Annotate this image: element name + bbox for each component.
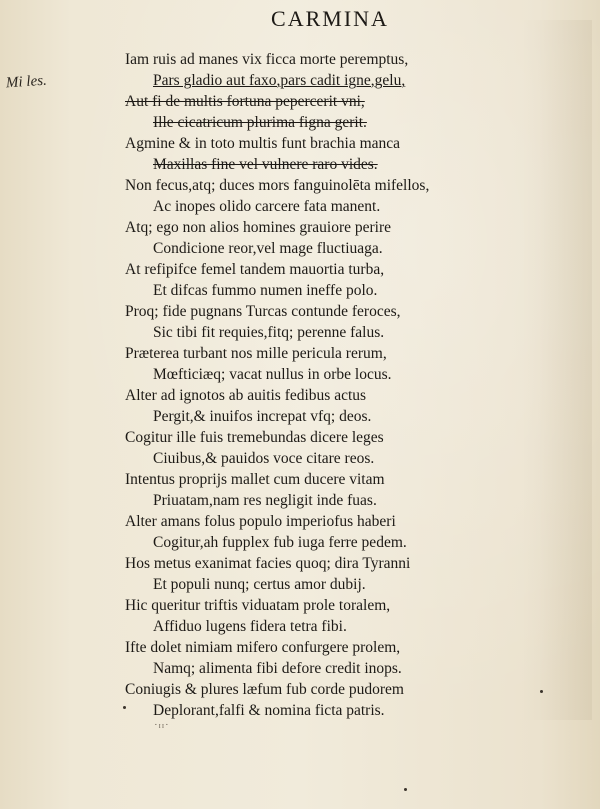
ink-dot	[404, 788, 407, 791]
verse-line: Priuatam,nam res negligit inde fuas.	[153, 492, 377, 509]
verse-line: Maxillas fine vel vulnere raro vides.	[153, 156, 378, 173]
verse-line: Sic tibi fit requies,fitq; perenne falus.	[153, 324, 385, 341]
verse-line: Condicione reor,vel mage fluctiuaga.	[153, 240, 383, 257]
verse-line: Intentus proprijs mallet cum ducere vitam	[125, 471, 385, 488]
verse-line: Alter ad ignotos ab auitis fedibus actus	[125, 387, 367, 404]
verse-line: Proq; fide pugnans Turcas contunde feroces,	[125, 303, 401, 320]
marginal-annotation: Mi les.	[5, 72, 48, 92]
verse-line: Ille cicatricum plurima figna gerit.	[153, 114, 367, 131]
verse-line: Alter amans folus populo imperiofus haberi	[125, 513, 396, 530]
page-title: CARMINA	[271, 6, 389, 31]
verse-line: Agmine & in toto multis funt brachia manca	[125, 135, 401, 152]
ink-dot	[540, 690, 543, 693]
verse-line: Hic queritur triftis viduatam prole toralem,	[125, 597, 391, 614]
verse-line: Et populi nunq; certus amor dubij.	[153, 576, 366, 593]
page-bleed-shadow	[522, 20, 592, 720]
bottom-pen-mark: ˙ᴵᴵ˙	[154, 722, 170, 734]
verse-line: Non fecus,atq; duces mors fanguinolēta mifellos,	[125, 177, 430, 194]
verse-line: At refipifce femel tandem mauortia turba,	[125, 261, 385, 278]
ink-dot	[123, 706, 126, 709]
verse-line: Affiduo lugens fidera tetra fibi.	[153, 618, 347, 635]
verse-line: Ciuibus,& pauidos voce citare reos.	[153, 450, 375, 467]
verse-line: Pergit,& inuifos increpat vfq; deos.	[153, 408, 372, 425]
verse-line: Atq; ego non alios homines grauiore perire	[125, 219, 392, 236]
verse-line: Deplorant,falfi & nomina ficta patris.	[153, 702, 385, 719]
verse-line: Pars gladio aut faxo,pars cadit igne,gelu,	[153, 72, 406, 89]
verse-line: Aut fi de multis fortuna pepercerit vni,	[125, 93, 365, 110]
verse-line: Ifte dolet nimiam mifero confurgere prolem,	[125, 639, 401, 656]
verse-line: Præterea turbant nos mille pericula rerum,	[125, 345, 387, 362]
verse-line: Ac inopes olido carcere fata manent.	[153, 198, 381, 215]
verse-line: Iam ruis ad manes vix ficca morte peremptus,	[125, 51, 409, 68]
verse-line: Mœfticiæq; vacat nullus in orbe locus.	[153, 366, 392, 383]
verse-line: Cogitur ille fuis tremebundas dicere leges	[125, 429, 384, 446]
verse-line: Cogitur,ah fupplex fub iuga ferre pedem.	[153, 534, 407, 551]
verse-line: Coniugis & plures læfum fub corde pudorem	[125, 681, 404, 698]
verse-line: Et difcas fummo numen ineffe polo.	[153, 282, 378, 299]
verse-line: Namq; alimenta fibi defore credit inops.	[153, 660, 402, 677]
verse-line: Hos metus exanimat facies quoq; dira Tyranni	[125, 555, 411, 572]
